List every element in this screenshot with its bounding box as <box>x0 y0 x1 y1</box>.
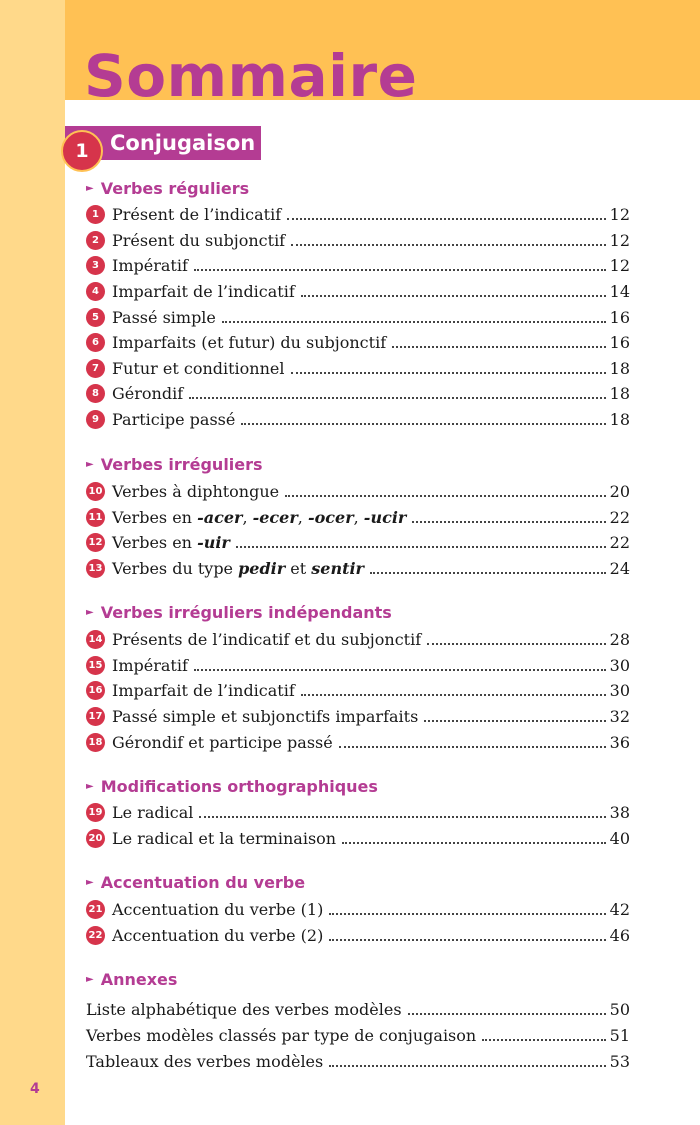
entry-label: Présents de l’indicatif et du subjonctif <box>112 630 422 649</box>
entry-page: 22 <box>609 508 630 527</box>
dot-leader <box>287 218 606 220</box>
entry-number-badge: 1 <box>86 205 105 224</box>
entry-page: 20 <box>609 482 630 501</box>
dot-leader <box>482 1039 605 1041</box>
entry-number-badge: 4 <box>86 282 105 301</box>
dot-leader <box>291 372 606 374</box>
toc-entry[interactable] <box>86 329 630 353</box>
toc-entry[interactable] <box>86 1022 630 1046</box>
entry-page: 40 <box>609 829 630 848</box>
triangle-bullet-icon: ► <box>86 182 94 194</box>
entry-label: Imparfait de l’indicatif <box>112 681 295 700</box>
entry-page: 16 <box>609 333 630 352</box>
toc-entry[interactable] <box>86 729 630 753</box>
dot-leader <box>329 913 605 915</box>
entry-page: 50 <box>609 1000 630 1019</box>
dot-leader <box>412 521 605 523</box>
toc-entry[interactable] <box>86 922 630 946</box>
entry-label: Tableaux des verbes modèles <box>86 1052 324 1071</box>
entry-page: 51 <box>609 1026 630 1045</box>
entry-page: 30 <box>609 681 630 700</box>
toc-entry[interactable] <box>86 825 630 849</box>
left-margin-bar <box>0 0 65 1125</box>
entry-page: 36 <box>609 733 630 752</box>
toc-entry[interactable] <box>86 626 630 650</box>
entry-number-badge: 12 <box>86 533 105 552</box>
entry-label: Verbes en -acer, -ecer, -ocer, -ucir <box>112 508 407 527</box>
section-heading <box>86 871 305 893</box>
section-title: Verbes irréguliers indépendants <box>100 602 392 622</box>
entry-page: 12 <box>609 231 630 250</box>
dot-leader <box>241 423 605 425</box>
toc-entry[interactable] <box>86 799 630 823</box>
triangle-bullet-icon: ► <box>86 876 94 888</box>
dot-leader <box>329 1065 605 1067</box>
triangle-bullet-icon: ► <box>86 606 94 618</box>
entry-label: Présent de l’indicatif <box>112 205 282 224</box>
toc-entry[interactable] <box>86 652 630 676</box>
toc-entry[interactable] <box>86 406 630 430</box>
entry-label: Verbes en -uir <box>112 533 230 552</box>
entry-label: Passé simple et subjonctifs imparfaits <box>112 707 419 726</box>
dot-leader <box>427 643 606 645</box>
entry-number-badge: 20 <box>86 829 105 848</box>
entry-number-badge: 3 <box>86 256 105 275</box>
entry-label: Gérondif <box>112 384 184 403</box>
entry-page: 42 <box>609 900 630 919</box>
toc-entry[interactable] <box>86 201 630 225</box>
entry-number-badge: 8 <box>86 384 105 403</box>
entry-label: Futur et conditionnel <box>112 359 285 378</box>
entry-number-badge: 18 <box>86 733 105 752</box>
dot-leader <box>194 669 606 671</box>
triangle-bullet-icon: ► <box>86 973 94 985</box>
dot-leader <box>236 546 606 548</box>
section-heading <box>86 177 249 199</box>
toc-entry[interactable] <box>86 380 630 404</box>
part-number-badge: 1 <box>61 130 103 172</box>
dot-leader <box>222 321 606 323</box>
entry-page: 18 <box>609 410 630 429</box>
entry-page: 18 <box>609 384 630 403</box>
part-label[interactable]: Conjugaison <box>110 131 256 155</box>
page-title: Sommaire <box>84 42 418 110</box>
entry-number-badge: 9 <box>86 410 105 429</box>
entry-number-badge: 17 <box>86 707 105 726</box>
entry-number-badge: 14 <box>86 630 105 649</box>
toc-entry[interactable] <box>86 304 630 328</box>
dot-leader <box>408 1013 606 1015</box>
entry-number-badge: 6 <box>86 333 105 352</box>
dot-leader <box>301 295 606 297</box>
toc-entry[interactable] <box>86 896 630 920</box>
entry-label: Passé simple <box>112 308 216 327</box>
dot-leader <box>194 269 606 271</box>
toc-entry[interactable] <box>86 677 630 701</box>
section-title: Modifications orthographiques <box>100 776 378 796</box>
section-title: Verbes réguliers <box>100 178 250 198</box>
entry-page: 32 <box>609 707 630 726</box>
entry-label: Participe passé <box>112 410 236 429</box>
toc-entry[interactable] <box>86 555 630 579</box>
entry-number-badge: 7 <box>86 359 105 378</box>
entry-page: 12 <box>609 205 630 224</box>
entry-label: Le radical et la terminaison <box>112 829 337 848</box>
triangle-bullet-icon: ► <box>86 458 94 470</box>
entry-number-badge: 22 <box>86 926 105 945</box>
section-heading <box>86 968 177 990</box>
entry-page: 16 <box>609 308 630 327</box>
entry-label: Le radical <box>112 803 194 822</box>
toc-entry[interactable] <box>86 278 630 302</box>
entry-label: Verbes à diphtongue <box>112 482 280 501</box>
toc-entry[interactable] <box>86 227 630 251</box>
entry-page: 14 <box>609 282 630 301</box>
toc-entry[interactable] <box>86 252 630 276</box>
toc-entry[interactable] <box>86 504 630 528</box>
dot-leader <box>301 694 606 696</box>
toc-entry[interactable] <box>86 703 630 727</box>
entry-page: 53 <box>609 1052 630 1071</box>
toc-entry[interactable] <box>86 1048 630 1072</box>
section-heading <box>86 601 392 623</box>
entry-number-badge: 16 <box>86 681 105 700</box>
dot-leader <box>392 346 606 348</box>
entry-number-badge: 5 <box>86 308 105 327</box>
section-heading <box>86 775 378 797</box>
dot-leader <box>329 939 605 941</box>
entry-label: Liste alphabétique des verbes modèles <box>86 1000 402 1019</box>
dot-leader <box>424 720 605 722</box>
entry-number-badge: 2 <box>86 231 105 250</box>
entry-label: Accentuation du verbe (2) <box>112 926 324 945</box>
entry-label: Présent du subjonctif <box>112 231 286 250</box>
triangle-bullet-icon: ► <box>86 780 94 792</box>
entry-label: Imparfaits (et futur) du subjonctif <box>112 333 387 352</box>
entry-label: Impératif <box>112 656 188 675</box>
entry-page: 22 <box>609 533 630 552</box>
entry-page: 18 <box>609 359 630 378</box>
dot-leader <box>339 746 606 748</box>
dot-leader <box>285 495 606 497</box>
entry-number-badge: 11 <box>86 508 105 527</box>
entry-label: Impératif <box>112 256 188 275</box>
section-title: Verbes irréguliers <box>100 454 263 474</box>
entry-number-badge: 21 <box>86 900 105 919</box>
entry-number-badge: 10 <box>86 482 105 501</box>
entry-page: 30 <box>609 656 630 675</box>
entry-label: Gérondif et participe passé <box>112 733 333 752</box>
entry-number-badge: 15 <box>86 656 105 675</box>
dot-leader <box>370 572 606 574</box>
entry-page: 38 <box>609 803 630 822</box>
entry-page: 46 <box>609 926 630 945</box>
toc-entry[interactable] <box>86 996 630 1020</box>
section-title: Accentuation du verbe <box>100 872 306 892</box>
section-title: Annexes <box>100 969 178 989</box>
toc-entry[interactable] <box>86 355 630 379</box>
entry-page: 12 <box>609 256 630 275</box>
entry-number-badge: 13 <box>86 559 105 578</box>
entry-label: Accentuation du verbe (1) <box>112 900 324 919</box>
dot-leader <box>291 244 606 246</box>
entry-label: Verbes du type pedir et sentir <box>112 559 364 578</box>
page-number: 4 <box>30 1081 40 1097</box>
entry-page: 28 <box>609 630 630 649</box>
toc-entry[interactable] <box>86 529 630 553</box>
entry-label: Verbes modèles classés par type de conjugaison <box>86 1026 477 1045</box>
entry-number-badge: 19 <box>86 803 105 822</box>
entry-page: 24 <box>609 559 630 578</box>
dot-leader <box>199 816 605 818</box>
toc-entry[interactable] <box>86 478 630 502</box>
entry-label: Imparfait de l’indicatif <box>112 282 295 301</box>
dot-leader <box>189 397 606 399</box>
section-heading <box>86 453 263 475</box>
dot-leader <box>342 842 606 844</box>
